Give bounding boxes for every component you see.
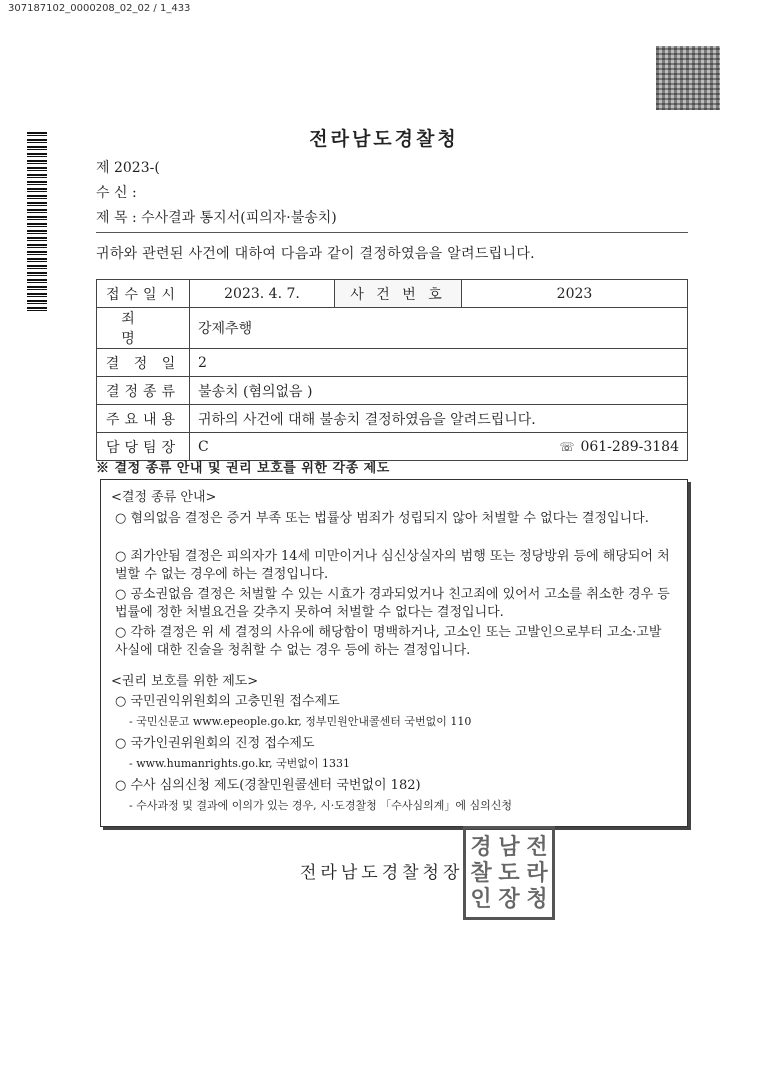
seal-glyph: 청 xyxy=(526,886,548,912)
case-number-value: 2023 xyxy=(462,280,688,308)
received-label: 접수일시 xyxy=(97,280,190,308)
seal-glyph: 찰 xyxy=(470,860,492,886)
charge-label: 죄 명 xyxy=(97,308,190,349)
intro-text: 귀하와 관련된 사건에 대하여 다음과 같이 결정하였음을 알려드립니다. xyxy=(96,246,535,262)
rights-item-title: ○ 수사 심의신청 제도(경찰민원콜센터 국번없이 182) xyxy=(115,778,421,793)
case-info-table xyxy=(96,279,688,461)
decision-guide-heading: <결정 종류 안내> xyxy=(111,490,217,505)
notice-heading: ※ 결정 종류 안내 및 권리 보호를 위한 각종 제도 xyxy=(96,461,390,476)
agency-title: 전라남도경찰청 xyxy=(309,128,459,150)
decision-item-no-crime: ○ 죄가안됨 결정은 피의자가 14세 미만이거나 심신상실자의 범행 또는 정당방위 등에 해당되어 처벌할 수 없는 경우에 하는 결정입니다. xyxy=(115,549,670,582)
decision-item-no-prosecution: ○ 공소권없음 결정은 처벌할 수 있는 시효가 경과되었거나 친고죄에 있어서 고소를 취소한 경우 등 법률에 정한 처벌요건을 갖추지 못하여 처벌할 수 없다는 결정입니다. xyxy=(115,587,670,620)
table-row xyxy=(97,405,688,433)
rights-item-detail: - www.humanrights.go.kr, 국번없이 1331 xyxy=(129,757,351,770)
decision-item-dismissal: ○ 각하 결정은 위 세 결정의 사유에 해당함이 명백하거나, 고소인 또는 고발인으로부터 고소·고발 사실에 대한 진술을 청취할 수 없는 경우 등에 하는 결정입니다. xyxy=(115,625,662,658)
content-label: 주요내용 xyxy=(97,405,190,433)
subject-line: 제 목 : 수사결과 통지서(피의자·불송치) xyxy=(96,210,337,226)
decision-date-value: 2 xyxy=(190,349,688,377)
case-number-label: 사 건 번 호 xyxy=(335,280,462,308)
charge-value: 강제추행 xyxy=(190,308,688,349)
header-divider xyxy=(96,232,688,233)
table-row xyxy=(97,308,688,349)
table-row xyxy=(97,280,688,308)
received-value: 2023. 4. 7. xyxy=(190,280,335,308)
table-row xyxy=(97,349,688,377)
seal-glyph: 전 xyxy=(526,834,548,860)
rights-item-title: ○ 국민권익위원회의 고충민원 접수제도 xyxy=(115,694,340,709)
seal-glyph: 남 xyxy=(498,834,520,860)
officer-value: C xyxy=(190,433,462,461)
barcode xyxy=(27,132,47,314)
phone-number: 061-289-3184 xyxy=(580,438,679,455)
table-row xyxy=(97,377,688,405)
seal-glyph: 경 xyxy=(470,834,492,860)
rights-item-detail: - 국민신문고 www.epeople.go.kr, 정부민원안내콜센터 국번없이 110 xyxy=(129,715,472,728)
decision-type-value: 불송치 (혐의없음 ) xyxy=(190,377,688,405)
recipient-line: 수 신 : xyxy=(96,185,137,201)
qr-code xyxy=(656,46,720,110)
document-id: 307187102_0000208_02_02 / 1_433 xyxy=(8,3,191,14)
official-seal xyxy=(463,826,555,920)
content-value: 귀하의 사건에 대해 불송치 결정하였음을 알려드립니다. xyxy=(190,405,688,433)
seal-glyph: 장 xyxy=(498,886,520,912)
officer-label: 담당팀장 xyxy=(97,433,190,461)
seal-glyph: 라 xyxy=(526,860,548,886)
decision-item-no-charge: ○ 혐의없음 결정은 증거 부족 또는 법률상 범죄가 성립되지 않아 처벌할 수 없다는 결정입니다. xyxy=(115,511,649,526)
decision-type-label: 결정종류 xyxy=(97,377,190,405)
rights-item-detail: - 수사과정 및 결과에 이의가 있는 경우, 시·도경찰청 「수사심의계」에 심의신청 xyxy=(129,799,512,812)
rights-heading: <권리 보호를 위한 제도> xyxy=(111,674,259,689)
seal-glyph: 도 xyxy=(498,860,520,886)
decision-date-label: 결 정 일 xyxy=(97,349,190,377)
issuer-signature: 전라남도경찰청장 xyxy=(300,863,464,883)
guide-box xyxy=(100,479,688,827)
seal-glyph: 인 xyxy=(470,886,492,912)
document-number: 제 2023-( xyxy=(96,160,160,176)
phone-cell xyxy=(462,433,688,461)
telephone-icon: ☏ xyxy=(559,439,575,454)
rights-item-title: ○ 국가인권위원회의 진정 접수제도 xyxy=(115,736,315,751)
